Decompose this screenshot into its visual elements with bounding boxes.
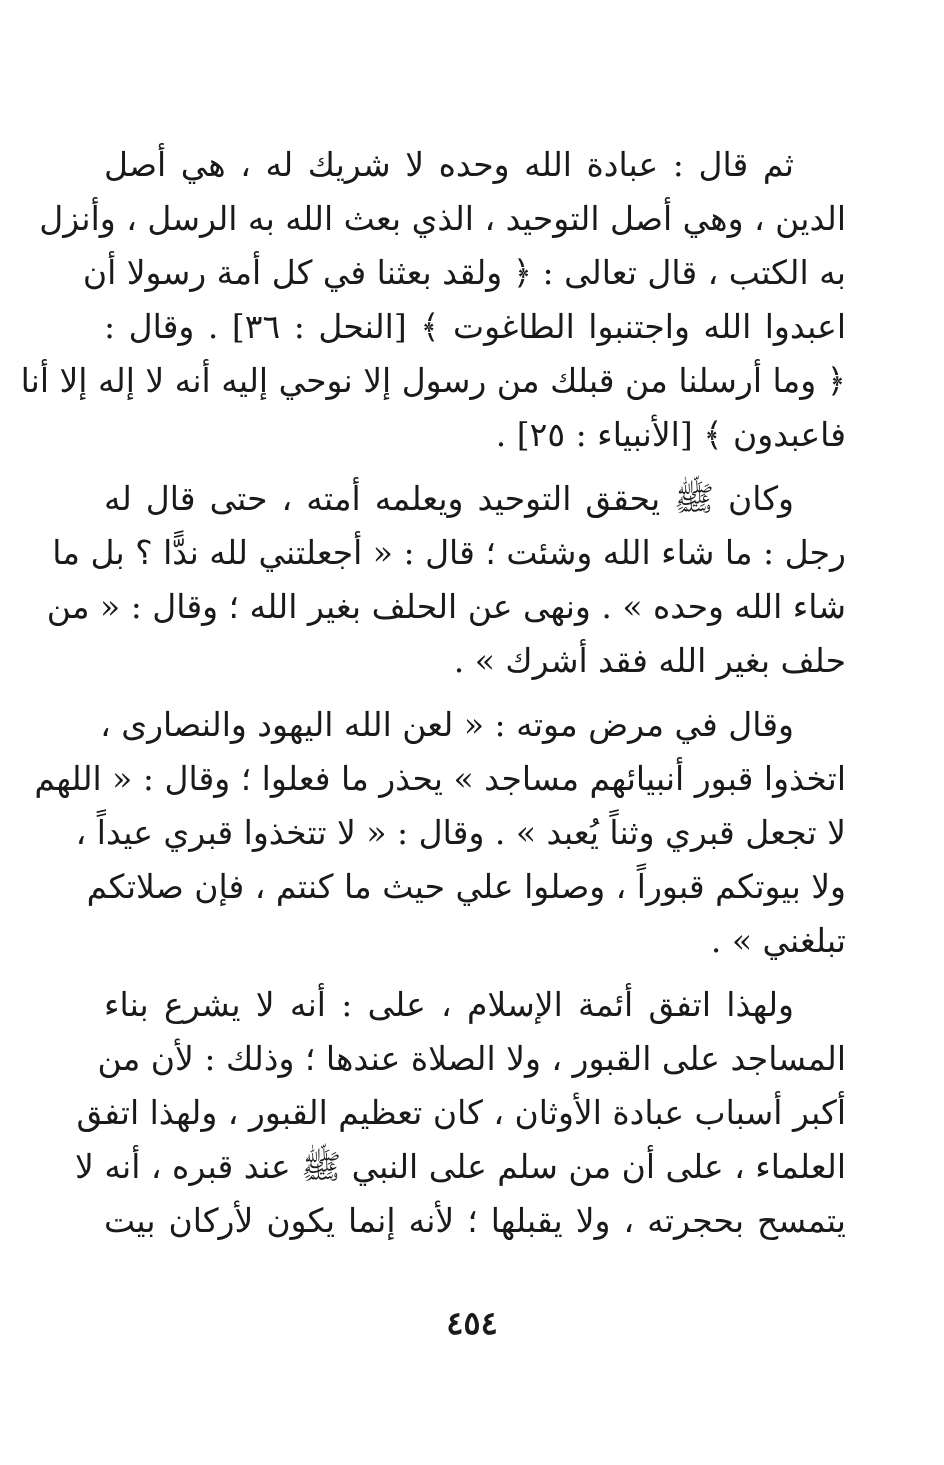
text-line: العلماء ، على أن من سلم على النبي ﷺ عند قبره ، أنه لا: [75, 1147, 846, 1186]
paragraph-1: [20, 138, 846, 462]
text-line: رجل : ما شاء الله وشئت ؛ قال : « أجعلتني لله ندًّا ؟ بل ما: [52, 533, 846, 572]
text-line: أكبر أسباب عبادة الأوثان ، كان تعظيم القبور ، ولهذا اتفق: [76, 1093, 846, 1132]
paragraph-3: [34, 698, 846, 968]
paragraph-4: [75, 978, 846, 1248]
text-line: حلف بغير الله فقد أشرك » .: [453, 641, 846, 680]
text-line: به الكتب ، قال تعالى : ﴿ ولقد بعثنا في كل أمة رسولا أن: [82, 253, 846, 292]
text-line: لا تجعل قبري وثناً يُعبد » . وقال : « لا تتخذوا قبري عيداً ،: [75, 813, 846, 852]
text-line: اعبدوا الله واجتنبوا الطاغوت ﴾ [النحل : ٣٦] . وقال :: [104, 307, 846, 346]
text-line: يتمسح بحجرته ، ولا يقبلها ؛ لأنه إنما يكون لأركان بيت: [104, 1201, 846, 1240]
page-body: [20, 138, 846, 1258]
text-line: تبلغني » .: [710, 921, 846, 960]
text-line: وكان ﷺ يحقق التوحيد ويعلمه أمته ، حتى قال له: [104, 479, 794, 518]
text-line: ولهذا اتفق أئمة الإسلام ، على : أنه لا يشرع بناء: [104, 985, 794, 1024]
text-line: وقال في مرض موته : « لعن الله اليهود والنصارى ،: [100, 705, 794, 744]
text-line: المساجد على القبور ، ولا الصلاة عندها ؛ وذلك : لأن من: [97, 1039, 846, 1078]
paragraph-2: [46, 472, 846, 688]
text-line: فاعبدون ﴾ [الأنبياء : ٢٥] .: [495, 415, 846, 454]
text-line: اتخذوا قبور أنبيائهم مساجد » يحذر ما فعلوا ؛ وقال : « اللهم: [34, 759, 846, 798]
text-line: الدين ، وهي أصل التوحيد ، الذي بعث الله به الرسل ، وأنزل: [39, 199, 846, 238]
text-line: ولا بيوتكم قبوراً ، وصلوا علي حيث ما كنتم ، فإن صلاتكم: [86, 867, 846, 906]
text-line: شاء الله وحده » . ونهى عن الحلف بغير الله ؛ وقال : « من: [46, 587, 846, 626]
page-number: ٤٥٤: [446, 1304, 498, 1342]
text-line: ﴿ وما أرسلنا من قبلك من رسول إلا نوحي إليه أنه لا إله إلا أنا: [20, 361, 846, 400]
text-line: ثم قال : عبادة الله وحده لا شريك له ، هي أصل: [104, 145, 794, 184]
